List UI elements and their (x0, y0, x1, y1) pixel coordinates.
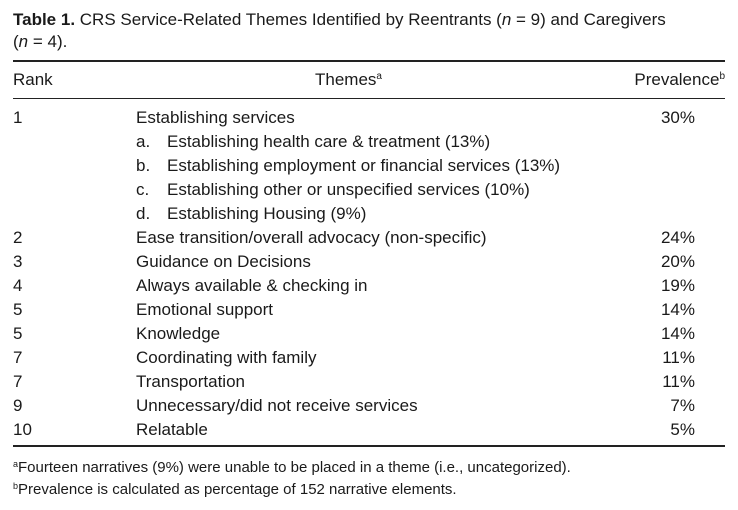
prevalence-cell: 14% (660, 324, 695, 343)
rank-cell: 1 (13, 108, 23, 127)
theme-cell: Always available & checking in (136, 276, 368, 295)
subtheme-text: Establishing health care & treatment (13%) (167, 132, 491, 151)
prevalence-cell: 11% (662, 348, 695, 367)
table-row (0, 371, 738, 395)
subtheme-letter: d. (136, 204, 151, 223)
theme-cell: Unnecessary/did not receive services (136, 396, 418, 415)
prevalence-cell: 20% (660, 252, 695, 271)
caption-n-symbol: n (501, 10, 512, 29)
subtheme-letter: c. (136, 180, 150, 199)
table-subrow (0, 131, 738, 155)
theme-cell: Coordinating with family (136, 348, 317, 367)
prevalence-cell: 24% (660, 228, 695, 247)
theme-cell: Knowledge (136, 324, 221, 343)
rank-cell: 7 (13, 372, 23, 391)
prevalence-cell: 7% (670, 396, 695, 415)
table-label: Table 1. (13, 10, 76, 29)
column-header-themes-label: Themes (315, 70, 377, 89)
table-subrow (0, 179, 738, 203)
prevalence-cell: 14% (660, 300, 695, 319)
subtheme-letter: a. (136, 132, 151, 151)
caption-text: = 9) and Caregivers (511, 10, 666, 29)
rank-cell: 10 (13, 420, 32, 439)
subtheme-text: Establishing employment or financial services (13%) (167, 156, 561, 175)
rank-cell: 3 (13, 252, 23, 271)
footnote-marker: a (376, 71, 382, 82)
table-row (0, 323, 738, 347)
footnote-marker: a (13, 459, 19, 469)
table-row (0, 395, 738, 419)
prevalence-cell: 19% (660, 276, 695, 295)
theme-cell: Emotional support (136, 300, 274, 319)
theme-cell: Ease transition/overall advocacy (non-specific) (136, 228, 487, 247)
rank-cell: 2 (13, 228, 23, 247)
footnote-text: Prevalence is calculated as percentage of 152 narrative elements. (18, 481, 457, 498)
prevalence-cell: 11% (662, 372, 695, 391)
prevalence-cell: 30% (660, 108, 695, 127)
table-bottom-rule (13, 445, 725, 447)
footnote-marker: b (719, 71, 725, 82)
table-row (0, 251, 738, 275)
column-header-themes (315, 69, 382, 91)
subtheme-letter: b. (136, 156, 151, 175)
table-row (0, 347, 738, 371)
theme-cell: Guidance on Decisions (136, 252, 311, 271)
rank-cell: 4 (13, 276, 23, 295)
prevalence-cell: 5% (670, 420, 695, 439)
footnote-marker: b (13, 481, 19, 491)
caption-n-symbol: n (18, 32, 29, 51)
rank-cell: 5 (13, 300, 23, 319)
theme-cell: Establishing services (136, 108, 295, 127)
caption-text: = 4). (28, 32, 68, 51)
table-top-rule (13, 60, 725, 62)
table-header-rule (13, 98, 725, 99)
rank-cell: 5 (13, 324, 23, 343)
theme-cell: Relatable (136, 420, 208, 439)
footnote-text: Fourteen narratives (9%) were unable to be placed in a theme (i.e., uncategorized). (18, 459, 571, 476)
table-subrow (0, 155, 738, 179)
subtheme-text: Establishing Housing (9%) (167, 204, 367, 223)
table-row (0, 107, 738, 131)
footnote-b (13, 480, 457, 500)
caption-text: CRS Service-Related Themes Identified by Reentrants ( (79, 10, 502, 29)
column-header-prevalence (634, 69, 725, 91)
column-header-rank: Rank (13, 70, 53, 89)
table-row (0, 419, 738, 443)
table-row (0, 227, 738, 251)
rank-cell: 7 (13, 348, 23, 367)
table-caption (13, 9, 725, 53)
table-subrow (0, 203, 738, 227)
table-row (0, 275, 738, 299)
caption-text: ( (13, 32, 19, 51)
column-header-prevalence-label: Prevalence (634, 70, 720, 89)
footnote-a (13, 458, 571, 478)
table-row (0, 299, 738, 323)
rank-cell: 9 (13, 396, 23, 415)
subtheme-text: Establishing other or unspecified services (10%) (167, 180, 530, 199)
theme-cell: Transportation (136, 372, 245, 391)
